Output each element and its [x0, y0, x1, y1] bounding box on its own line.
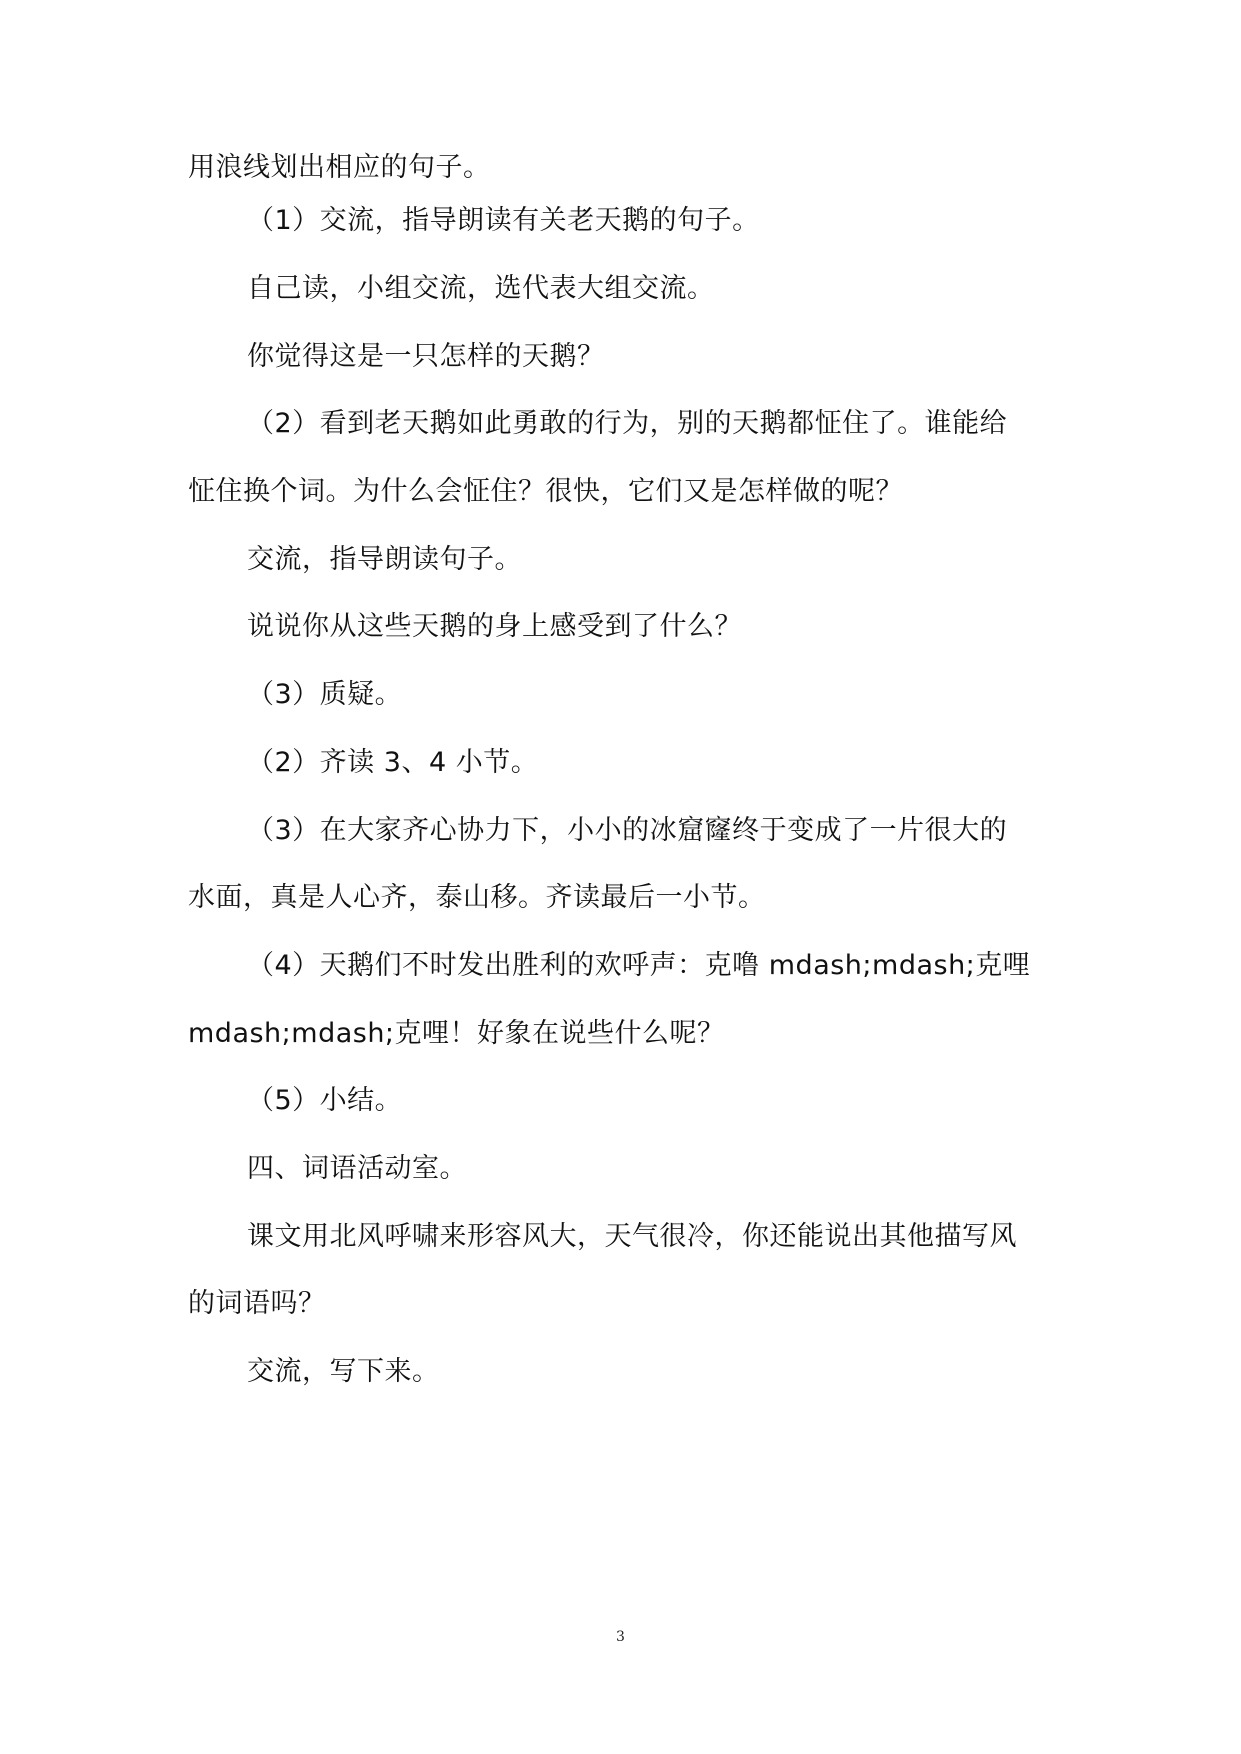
text-line: 交流，写下来。 — [247, 1356, 440, 1387]
text-line: 用浪线划出相应的句子。 — [188, 152, 491, 183]
text-line: mdash;mdash;克哩！好象在说些什么呢？ — [188, 1018, 725, 1049]
text-line: 四、词语活动室。 — [247, 1153, 467, 1184]
text-line: 交流，指导朗读句子。 — [247, 544, 522, 575]
text-line: （2）齐读 3、4 小节。 — [247, 747, 539, 778]
text-line: （3）质疑。 — [247, 679, 403, 710]
text-line: 自己读，小组交流，选代表大组交流。 — [247, 273, 715, 304]
text-line: 你觉得这是一只怎样的天鹅？ — [247, 341, 605, 372]
text-line: （1）交流，指导朗读有关老天鹅的句子。 — [247, 205, 760, 236]
text-line: 水面，真是人心齐，泰山移。齐读最后一小节。 — [188, 882, 766, 913]
text-line: （4）天鹅们不时发出胜利的欢呼声：克噜 mdash;mdash;克哩 — [247, 950, 1031, 981]
text-line: （2）看到老天鹅如此勇敢的行为，别的天鹅都怔住了。谁能给 — [247, 408, 1008, 439]
text-line: 的词语吗？ — [188, 1288, 326, 1319]
page-number: 3 — [616, 1629, 625, 1645]
text-line: 说说你从这些天鹅的身上感受到了什么？ — [247, 611, 742, 642]
text-line: （5）小结。 — [247, 1085, 403, 1116]
text-line: 课文用北风呼啸来形容风大，天气很冷，你还能说出其他描写风 — [247, 1221, 1017, 1252]
text-line: 怔住换个词。为什么会怔住？很快，它们又是怎样做的呢？ — [188, 476, 903, 507]
text-line: （3）在大家齐心协力下，小小的冰窟窿终于变成了一片很大的 — [247, 815, 1008, 846]
